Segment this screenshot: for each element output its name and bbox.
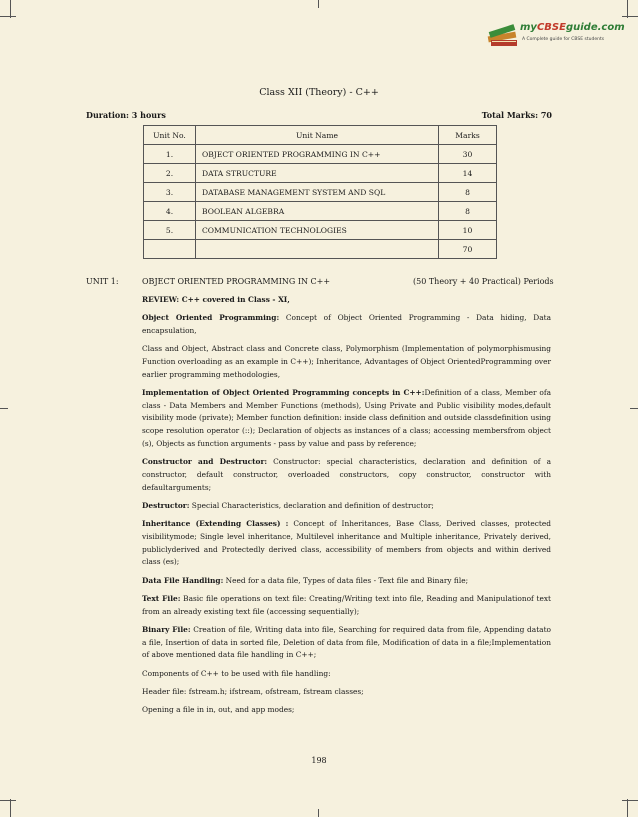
paragraph: [142, 704, 551, 717]
paragraph-text: Concept of Object Oriented Programming - Data hiding, Data encapsulation,: [142, 313, 551, 335]
unit-label: UNIT 1:: [86, 277, 119, 286]
paragraph-text: Basic file operations on text file: Creating/Writing text into file, Reading and Manipulationof text from an already existing text file (accessing sequentially);: [142, 593, 551, 616]
paragraph-text: Concept of Inheritances, Base Class, Derived classes, protected visibilitymode; Single level inheritance, Multilevel inheritance and Multiple inheritance, Privately derived, publiclyderived and Protectedly derived class, accessibility of members from objects and within derived class (es);: [142, 519, 551, 567]
table-row: [144, 183, 497, 202]
paragraph-heading: Object Oriented Programming:: [142, 313, 280, 323]
paragraph-text: Creation of file, Writing data into file, Searching for required data from file, Appending datato a file, Insertion of data in sorted file, Deletion of data from file, Modification of data in a file;Implementation of above mentioned data file handling in C++;: [142, 624, 551, 660]
empty-cell: [144, 240, 196, 259]
paragraph: [142, 343, 551, 381]
table-row: [144, 145, 497, 164]
paragraph: [142, 575, 551, 588]
paragraph: [142, 593, 551, 618]
unit-no-cell: 1.: [144, 145, 196, 164]
page-number: 198: [311, 756, 327, 765]
paragraph-text: Constructor: special characteristics, declaration and definition of a constructor, default constructor, overloaded constructors, copy constructor, constructor with defaultarguments;: [142, 457, 551, 492]
books-icon: [486, 18, 520, 50]
paragraph-heading: REVIEW: C++ covered in Class - XI,: [142, 295, 290, 304]
unit-title: OBJECT ORIENTED PROGRAMMING IN C++: [142, 277, 331, 286]
crop-mark: [622, 16, 638, 17]
paragraph: [142, 668, 551, 681]
paragraph-text: Need for a data file, Types of data files - Text file and Binary file;: [223, 575, 469, 585]
unit-name-cell: BOOLEAN ALGEBRA: [196, 202, 439, 221]
table-header-row: [144, 126, 497, 145]
table-row: [144, 164, 497, 183]
crop-mark: [10, 799, 11, 817]
paragraph-heading: Destructor:: [142, 500, 190, 510]
paragraph-heading: Binary File:: [142, 624, 191, 634]
paragraph-text: Header file: fstream.h; ifstream, ofstream, fstream classes;: [142, 686, 364, 696]
units-table: [143, 125, 497, 259]
crop-mark: [0, 800, 16, 801]
paragraph-heading: Implementation of Object Oriented Programming concepts in C++:: [142, 388, 425, 397]
table-row: [144, 221, 497, 240]
paragraph-text: Special Characteristics, declaration and definition of destructor;: [189, 500, 434, 510]
crop-mark: [318, 809, 319, 817]
paragraph: [142, 312, 551, 337]
unit-name-cell: OBJECT ORIENTED PROGRAMMING IN C++: [196, 145, 439, 164]
paragraph-heading: Text File:: [142, 593, 181, 603]
paragraph: [142, 686, 551, 699]
logo-tagline: A Complete guide for CBSE students: [522, 37, 605, 42]
paragraph: [142, 624, 551, 662]
syllabus-body: [142, 294, 551, 722]
paragraph-text: Components of C++ to be used with file handling:: [142, 668, 331, 678]
unit-name-cell: DATA STRUCTURE: [196, 164, 439, 183]
marks-cell: 14: [439, 164, 497, 183]
marks-cell: 10: [439, 221, 497, 240]
paragraph-text: Opening a file in in, out, and app modes;: [142, 705, 295, 715]
paragraph-text: Definition of a class, Member ofa class - Data Members and Member Functions (methods), Using Private and Public visibility modes,default visibility mode (private); Member function definition: inside class definition and outside classdefinition using scope resolution operator (::); Declaration of objects as instances of a class; accessing membersfrom object (s), Objects as function arguments - pass by value and pass by reference;: [142, 388, 551, 448]
paragraph: [142, 456, 551, 494]
crop-mark: [0, 408, 8, 409]
total-marks-cell: 70: [439, 240, 497, 259]
marks-cell: 8: [439, 183, 497, 202]
paragraph-heading: Constructor and Destructor:: [142, 457, 268, 467]
duration: Duration: 3 hours: [86, 110, 166, 120]
unit-periods: (50 Theory + 40 Practical) Periods: [413, 277, 554, 286]
paragraph-heading: Data File Handling:: [142, 575, 224, 585]
header-unit-name: Unit Name: [196, 126, 439, 145]
marks-cell: 8: [439, 202, 497, 221]
table-total-row: [144, 240, 497, 259]
unit-name-cell: DATABASE MANAGEMENT SYSTEM AND SQL: [196, 183, 439, 202]
table-row: [144, 202, 497, 221]
marks-cell: 30: [439, 145, 497, 164]
paragraph: [142, 387, 551, 451]
unit-no-cell: 3.: [144, 183, 196, 202]
paragraph: [142, 500, 551, 513]
crop-mark: [627, 799, 628, 817]
site-logo: [486, 18, 625, 52]
unit-no-cell: 2.: [144, 164, 196, 183]
page-title: Class XII (Theory) - C++: [259, 87, 379, 98]
crop-mark: [0, 16, 16, 17]
header-unit-no: Unit No.: [144, 126, 196, 145]
header-marks: Marks: [439, 126, 497, 145]
paragraph: [142, 294, 551, 307]
paragraph-heading: Inheritance (Extending Classes) :: [142, 519, 289, 529]
paragraph-text: Class and Object, Abstract class and Concrete class, Polymorphism (Implementation of polymorphismusing Function overloading as an example in C++); Inheritance, Advantages of Object OrientedProgramming over earlier programming methodologies,: [142, 344, 551, 379]
unit-no-cell: 4.: [144, 202, 196, 221]
empty-cell: [196, 240, 439, 259]
crop-mark: [622, 800, 638, 801]
logo-brand: myCBSEguide.com: [520, 22, 625, 33]
crop-mark: [630, 408, 638, 409]
unit-no-cell: 5.: [144, 221, 196, 240]
unit-name-cell: COMMUNICATION TECHNOLOGIES: [196, 221, 439, 240]
total-marks: Total Marks: 70: [481, 110, 552, 120]
crop-mark: [318, 0, 319, 8]
paragraph: [142, 518, 551, 569]
